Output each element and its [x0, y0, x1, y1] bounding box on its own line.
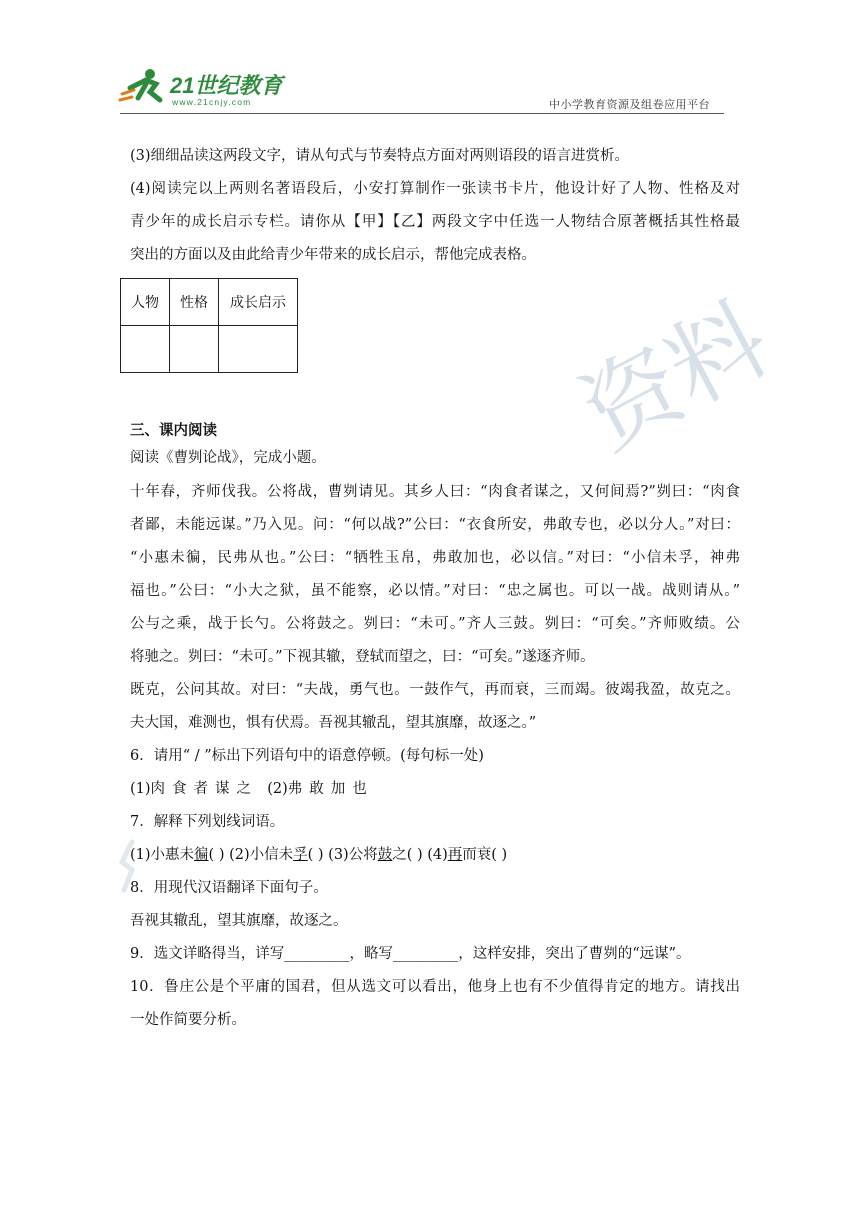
passage-line: 将驰之。刿曰：“未可。”下视其辙，登轼而望之，曰：“可矣。”遂逐齐师。 — [130, 649, 595, 665]
header-divider — [120, 113, 724, 114]
sentence-a: 肉食者谋之 — [150, 781, 259, 797]
document-body — [130, 140, 740, 1037]
question-8-sentence: 吾视其辙乱，望其旗靡，故逐之。 — [130, 913, 348, 929]
answer-cell[interactable] — [121, 326, 170, 373]
section-intro: 阅读《曹刿论战》，完成小题。 — [130, 450, 326, 466]
passage-line: 者鄙，未能远谋。”乃入见。问：“何以战?”公曰：“衣食所安，弗敢专也，必以分人。”对曰： — [130, 517, 740, 533]
table-answer-row — [121, 326, 298, 373]
question-7-items: (1)小惠未徧( ) (2)小信未孚( ) (3)公将鼓之( ) (4)再而衰( ) — [130, 847, 508, 863]
question-4 — [130, 173, 740, 272]
watermark-text: 资料 — [564, 282, 787, 472]
question-9: 9．选文详略得当，详写_________，略写_________，这样安排，突出了曹刿的“远谋”。 — [130, 946, 691, 962]
table-header-cell: 成长启示 — [219, 279, 298, 326]
runner-icon — [120, 69, 160, 100]
passage-line: 公与之乘，战于长勺。公将鼓之。刿曰：“未可。”齐人三鼓。刿曰：“可矣。”齐师败绩。公 — [130, 616, 740, 632]
answer-cell[interactable] — [170, 326, 219, 373]
logo-url: www.21cnjy.com — [172, 97, 252, 107]
table-header-row — [121, 279, 298, 326]
passage-line: 既克，公问其故。对曰：“夫战，勇气也。一鼓作气，再而衰，三而竭。彼竭我盈，故克之。 — [130, 682, 740, 698]
logo-text: 21世纪教育 — [170, 73, 283, 98]
passage — [130, 476, 740, 740]
table-header-cell: 性格 — [170, 279, 219, 326]
question-6: 6．请用“ / ”标出下列语句中的语意停顿。(每句标一处) — [130, 748, 484, 764]
passage-line: 福也。”公曰：“小大之狱，虽不能察，必以情。”对曰：“忠之属也。可以一战。战则请从。” — [130, 583, 740, 599]
question-6-items: (1)肉食者谋之 (2)弗敢加也 — [130, 781, 374, 797]
underlined-word: 徧 — [194, 847, 209, 863]
question-4-line: 青少年的成长启示专栏。请你从【甲】【乙】两段文字中任选一人物结合原著概括其性格最 — [130, 214, 740, 230]
underlined-word: 鼓 — [377, 847, 393, 863]
question-4-line: (4)阅读完以上两则名著语段后，小安打算制作一张读书卡片，他设计好了人物、性格及对 — [130, 181, 740, 197]
sentence-b: 弗敢加也 — [287, 781, 374, 797]
question-3: (3)细细品读这两段文字，请从句式与节奏特点方面对两则语段的语言进赏析。 — [130, 148, 630, 164]
section-title: 三、课内阅读 — [130, 423, 217, 439]
passage-line: “小惠未徧，民弗从也。”公曰：“牺牲玉帛，弗敢加也，必以信。”对曰：“小信未孚，神弗 — [130, 550, 740, 566]
platform-name: 中小学教育资源及组卷应用平台 — [549, 98, 710, 111]
underlined-word: 孚 — [293, 847, 308, 863]
passage-line: 十年春，齐师伐我。公将战，曹刿请见。其乡人曰：“肉食者谋之，又何间焉?”刿曰：“肉食 — [130, 484, 740, 500]
question-7: 7．解释下列划线词语。 — [130, 814, 285, 830]
reading-card-table — [120, 278, 298, 373]
question-4-line: 突出的方面以及由此给青少年带来的成长启示，帮他完成表格。 — [130, 247, 536, 263]
table-header-cell: 人物 — [121, 279, 170, 326]
passage-line: 夫大国，难测也，惧有伏焉。吾视其辙乱，望其旗靡，故逐之。” — [130, 715, 537, 731]
underlined-word: 再 — [447, 847, 463, 863]
question-10-line: 一处作简要分析。 — [130, 1012, 246, 1028]
page-header — [120, 62, 724, 114]
question-8: 8．用现代汉语翻译下面句子。 — [130, 880, 328, 896]
answer-cell[interactable] — [219, 326, 298, 373]
question-10-line: 10．鲁庄公是个平庸的国君，但从选文可以看出，他身上也有不少值得肯定的地方。请找出 — [130, 979, 740, 995]
21cnjy-logo — [120, 66, 295, 108]
